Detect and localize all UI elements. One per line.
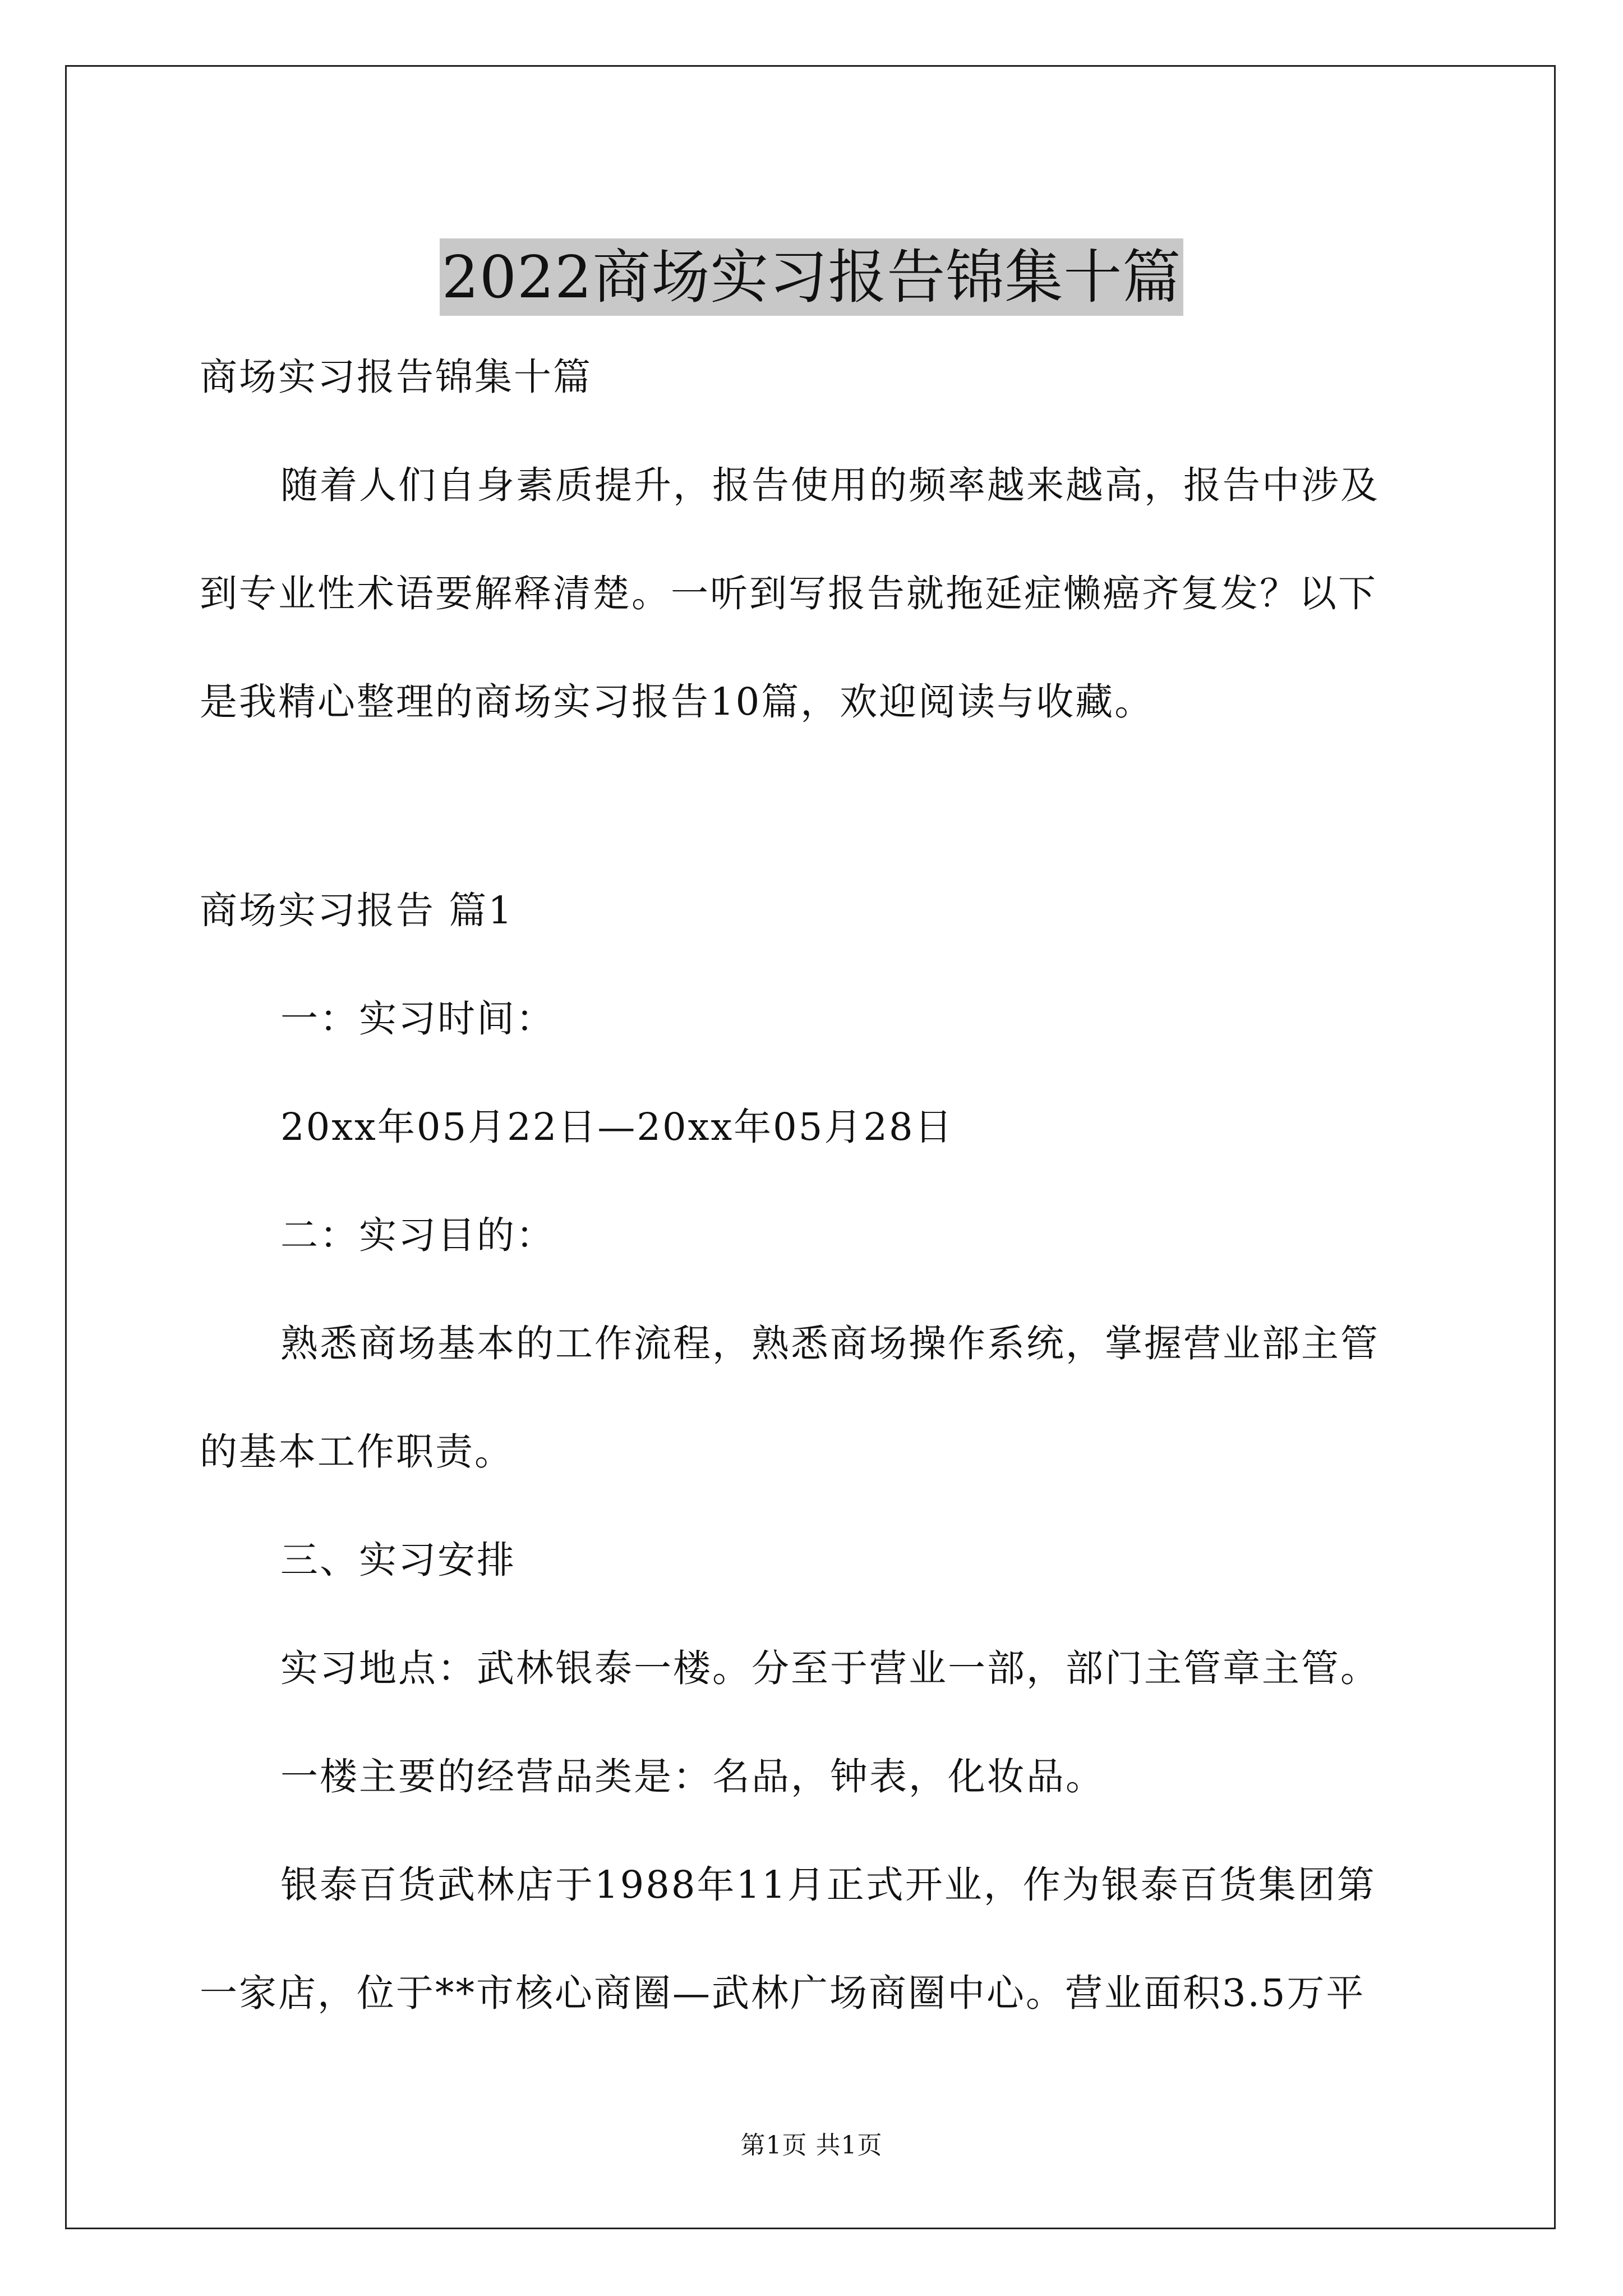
document-title: 2022商场实习报告锦集十篇 — [440, 238, 1184, 316]
body-line-purpose-2: 的基本工作职责。 — [200, 1430, 514, 1474]
body-line-categories: 一楼主要的经营品类是：名品，钟表，化妆品。 — [280, 1755, 1105, 1798]
document-subtitle: 商场实习报告锦集十篇 — [200, 355, 592, 399]
body-line-arrangement-heading: 三、实习安排 — [280, 1538, 516, 1582]
body-line-time-range: 20xx年05月22日—20xx年05月28日 — [280, 1105, 954, 1149]
body-line-store-1: 银泰百货武林店于1988年11月正式开业，作为银泰百货集团第 — [280, 1863, 1376, 1907]
body-line-time-heading: 一：实习时间： — [280, 997, 555, 1041]
intro-line-2: 到专业性术语要解释清楚。一听到写报告就拖延症懒癌齐复发？以下 — [200, 572, 1377, 615]
body-line-store-2: 一家店，位于**市核心商圈—武林广场商圈中心。营业面积3.5万平 — [200, 1971, 1366, 2015]
body-line-purpose-heading: 二：实习目的： — [280, 1213, 555, 1257]
section-heading: 商场实习报告 篇1 — [200, 889, 514, 932]
intro-line-3: 是我精心整理的商场实习报告10篇，欢迎阅读与收藏。 — [200, 680, 1154, 724]
body-line-location: 实习地点：武林银泰一楼。分至于营业一部，部门主管章主管。 — [280, 1646, 1380, 1690]
body-line-purpose-1: 熟悉商场基本的工作流程，熟悉商场操作系统，掌握营业部主管 — [280, 1322, 1380, 1365]
page-footer: 第1页 共1页 — [740, 2131, 883, 2160]
intro-line-1: 随着人们自身素质提升，报告使用的频率越来越高，报告中涉及 — [280, 463, 1380, 507]
title-container — [0, 199, 1623, 355]
